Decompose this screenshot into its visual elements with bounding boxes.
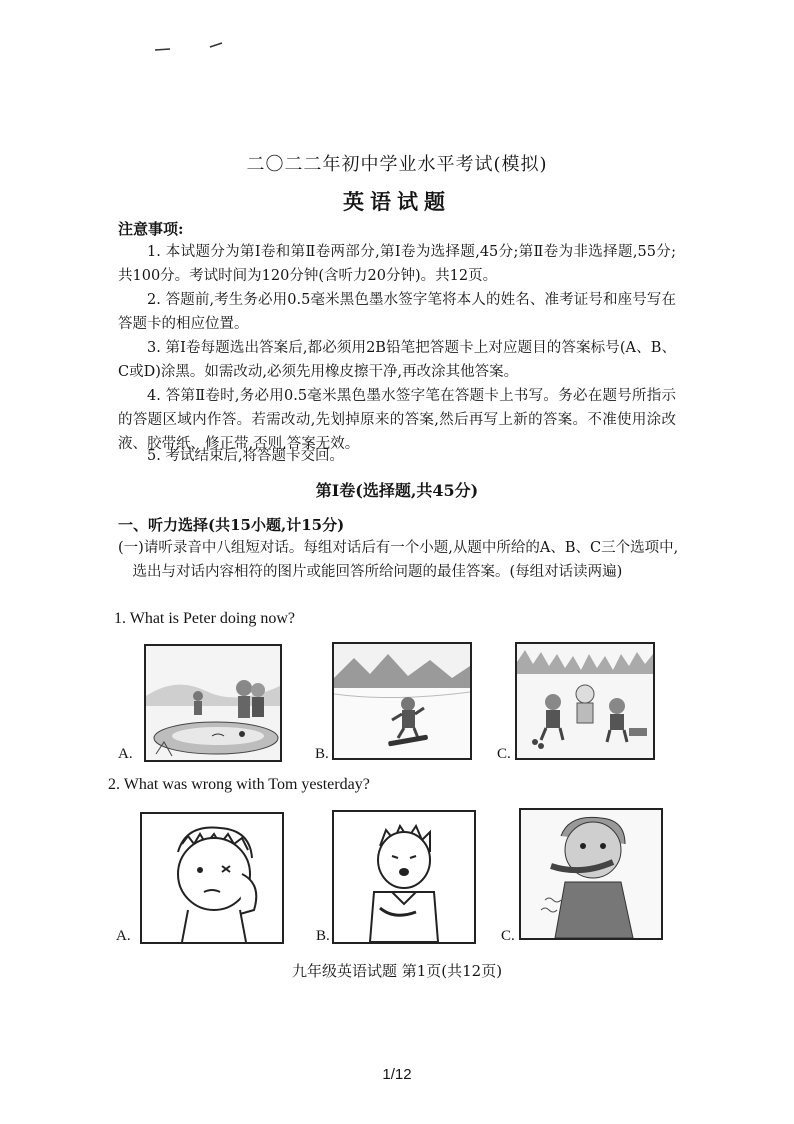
exam-subtitle: 英语试题 bbox=[343, 189, 451, 214]
question-1-text: 1. What is Peter doing now? bbox=[114, 610, 296, 627]
notice-item-1: 1. 本试题分为第Ⅰ卷和第Ⅱ卷两部分,第Ⅰ卷为选择题,45分;第Ⅱ卷为非选择题,55分;共100分。考试时间为120分钟(含听力20分钟)。共12页。 bbox=[118, 244, 676, 284]
notice-item-2: 2. 答题前,考生务必用0.5毫米黑色墨水签字笔将本人的姓名、准考证号和座号写在答题卡的相应位置。 bbox=[118, 292, 676, 332]
snowboarding-picture bbox=[332, 642, 472, 760]
stomachache-picture bbox=[332, 810, 476, 944]
notice-item-4: 4. 答第Ⅱ卷时,务必用0.5毫米黑色墨水签字笔在答题卡上书写。务必在题号所指示的答题区域内作答。若需改动,先划掉原来的答案,然后再写上新的答案。不准使用涂改液、胶带纸、修正带,否则,答案无效。 bbox=[118, 388, 676, 452]
question-1-option-a-label: A. bbox=[118, 746, 133, 762]
part-heading: 第Ⅰ卷(选择题,共45分) bbox=[315, 481, 479, 500]
notice-item-5: 5. 考试结束后,将答题卡交回。 bbox=[147, 448, 345, 464]
question-1-option-c-label: C. bbox=[497, 746, 511, 762]
question-1-option-b-label: B. bbox=[315, 746, 329, 762]
section-heading: 一、听力选择(共15小题,计15分) bbox=[118, 516, 345, 534]
question-2-text: 2. What was wrong with Tom yesterday? bbox=[108, 776, 370, 793]
snowball-fight-picture bbox=[515, 642, 655, 760]
exam-title: 二〇二二年初中学业水平考试(模拟) bbox=[246, 154, 548, 175]
sub-instruction: (一)请听录音中八组短对话。每组对话后有一个小题,从题中所给的A、B、C三个选项中,选出与对话内容相符的图片或能回答所给问题的最佳答案。(每组对话读两遍) bbox=[118, 540, 679, 580]
toothache-picture bbox=[140, 812, 284, 944]
notice-item-3: 3. 第Ⅰ卷每题选出答案后,都必须用2B铅笔把答题卡上对应题目的答案标号(A、B、C或D)涂黑。如需改动,必须先用橡皮擦干净,再改涂其他答案。 bbox=[118, 340, 676, 380]
question-2-option-c-label: C. bbox=[501, 928, 515, 944]
page-indicator: 1/12 bbox=[382, 1066, 412, 1083]
question-2-option-a-label: A. bbox=[116, 928, 131, 944]
swimming-in-frozen-pond-picture bbox=[144, 644, 282, 762]
notice-heading: 注意事项: bbox=[118, 220, 184, 238]
question-2-option-b-label: B. bbox=[316, 928, 330, 944]
cough-picture bbox=[519, 808, 663, 940]
page-footer: 九年级英语试题 第1页(共12页) bbox=[291, 962, 503, 980]
scan-marks bbox=[150, 40, 240, 56]
